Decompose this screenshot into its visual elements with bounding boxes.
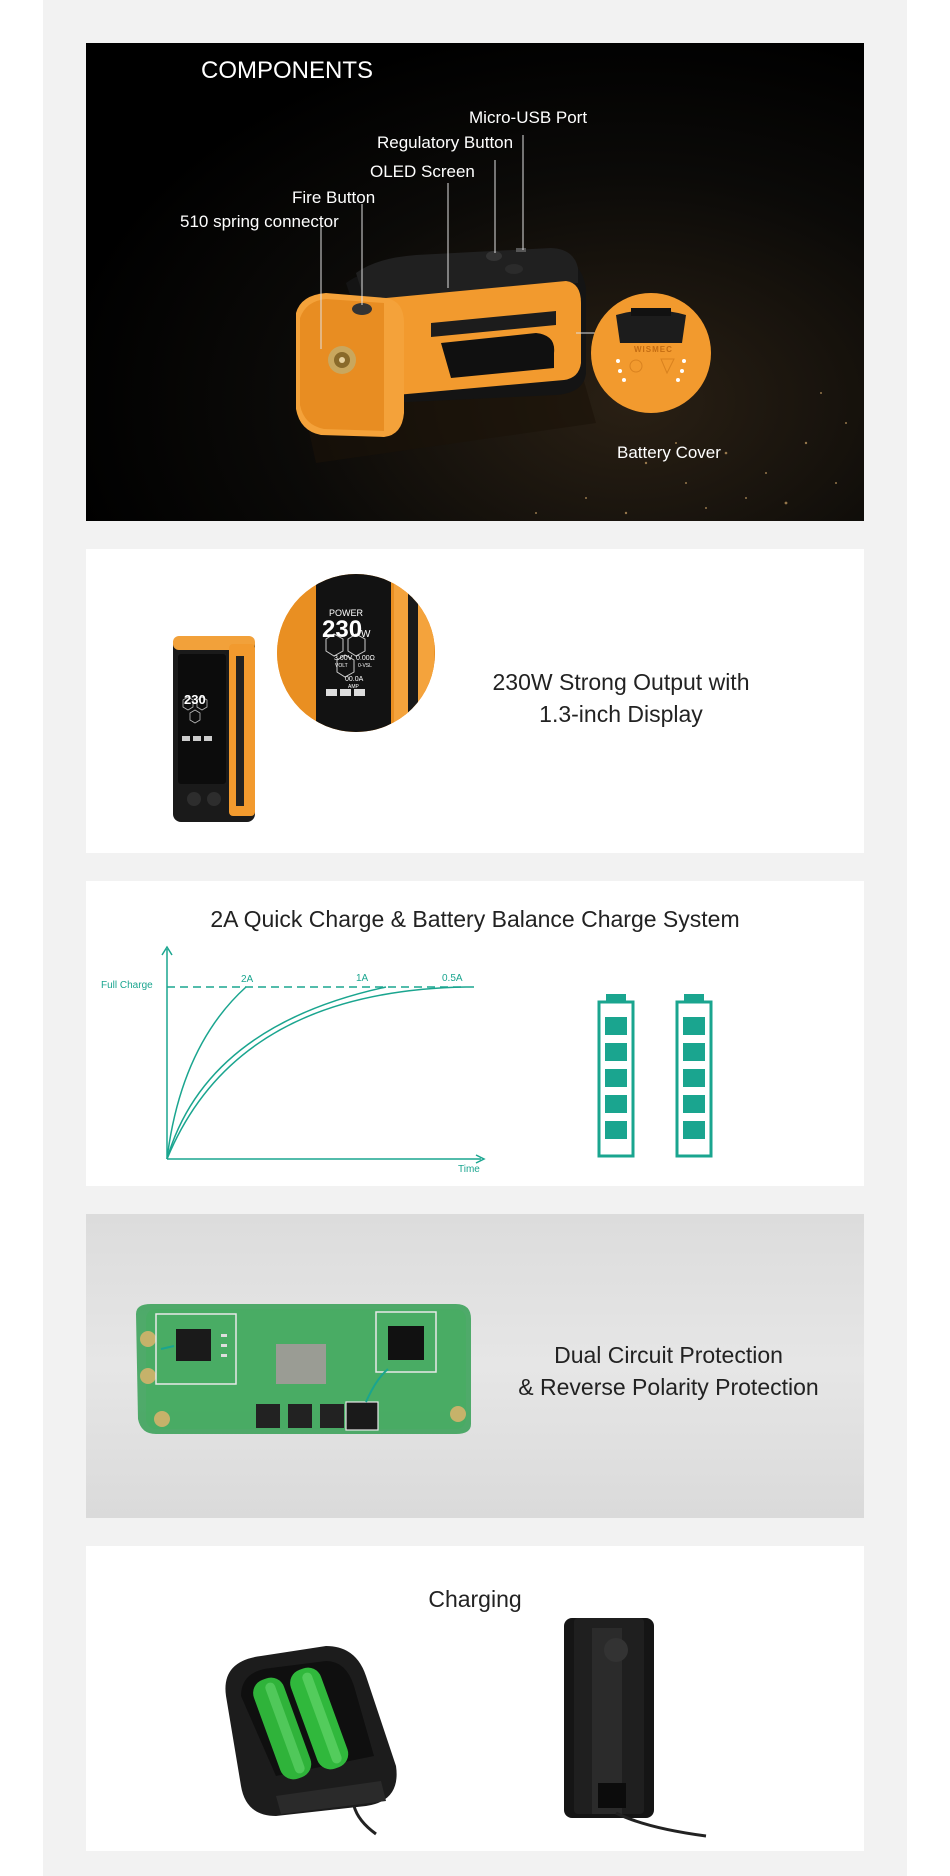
curve-label-2a: 2A bbox=[241, 974, 254, 985]
zoom-watts: 230 bbox=[322, 616, 363, 643]
time-label: Time bbox=[458, 1164, 480, 1175]
zoom-watt-unit: W bbox=[361, 629, 371, 640]
cover-brand-logo: WISMEC bbox=[634, 345, 673, 354]
protection-panel bbox=[86, 1214, 864, 1518]
battery-left-icon bbox=[599, 994, 633, 1156]
protection-heading bbox=[486, 1339, 851, 1403]
output-panel bbox=[86, 549, 864, 853]
output-line2: 1.3-inch Display bbox=[539, 701, 703, 727]
curve-label-1a: 1A bbox=[356, 973, 369, 984]
zoom-amp: 00.0A bbox=[345, 676, 364, 683]
battery-charger-illustration bbox=[216, 1616, 416, 1846]
components-panel bbox=[86, 43, 864, 521]
zoom-ohm: 0.00Ω bbox=[356, 655, 375, 662]
charging-panel bbox=[86, 1546, 864, 1851]
protection-line2: & Reverse Polarity Protection bbox=[518, 1374, 819, 1400]
battery-right-icon bbox=[677, 994, 711, 1156]
protection-line1: Dual Circuit Protection bbox=[554, 1342, 783, 1368]
circuit-board-illustration bbox=[126, 1294, 486, 1444]
label-oled-screen: OLED Screen bbox=[370, 162, 475, 181]
label-micro-usb-port: Micro-USB Port bbox=[469, 108, 588, 127]
output-line1: 230W Strong Output with bbox=[492, 669, 750, 695]
label-battery-cover: Battery Cover bbox=[617, 443, 721, 462]
charge-title: 2A Quick Charge & Battery Balance Charge System bbox=[210, 906, 740, 932]
full-charge-label: Full Charge bbox=[101, 980, 153, 991]
components-title: COMPONENTS bbox=[201, 57, 374, 84]
zoom-ohm-label: 0-VSL bbox=[358, 663, 372, 669]
mod-charging-illustration bbox=[556, 1618, 736, 1848]
label-regulatory-button: Regulatory Button bbox=[377, 133, 514, 152]
charging-title: Charging bbox=[428, 1586, 522, 1612]
curve-05a bbox=[167, 987, 466, 1159]
charge-chart bbox=[86, 881, 864, 1186]
label-510-spring-connector: 510 spring connector bbox=[180, 212, 339, 231]
small-screen-watts: 230 bbox=[184, 692, 206, 707]
zoom-amp-label: AMP bbox=[348, 684, 359, 690]
curve-1a bbox=[167, 987, 386, 1159]
zoom-volt-label: VOLT bbox=[335, 663, 348, 669]
label-fire-button: Fire Button bbox=[292, 188, 376, 207]
output-heading bbox=[446, 666, 796, 730]
curve-label-05a: 0.5A bbox=[442, 973, 463, 984]
zoom-power-label: POWER bbox=[329, 608, 364, 618]
mod-front-illustration bbox=[166, 574, 436, 844]
charge-panel bbox=[86, 881, 864, 1186]
zoom-volt: 3.00V bbox=[334, 655, 353, 662]
